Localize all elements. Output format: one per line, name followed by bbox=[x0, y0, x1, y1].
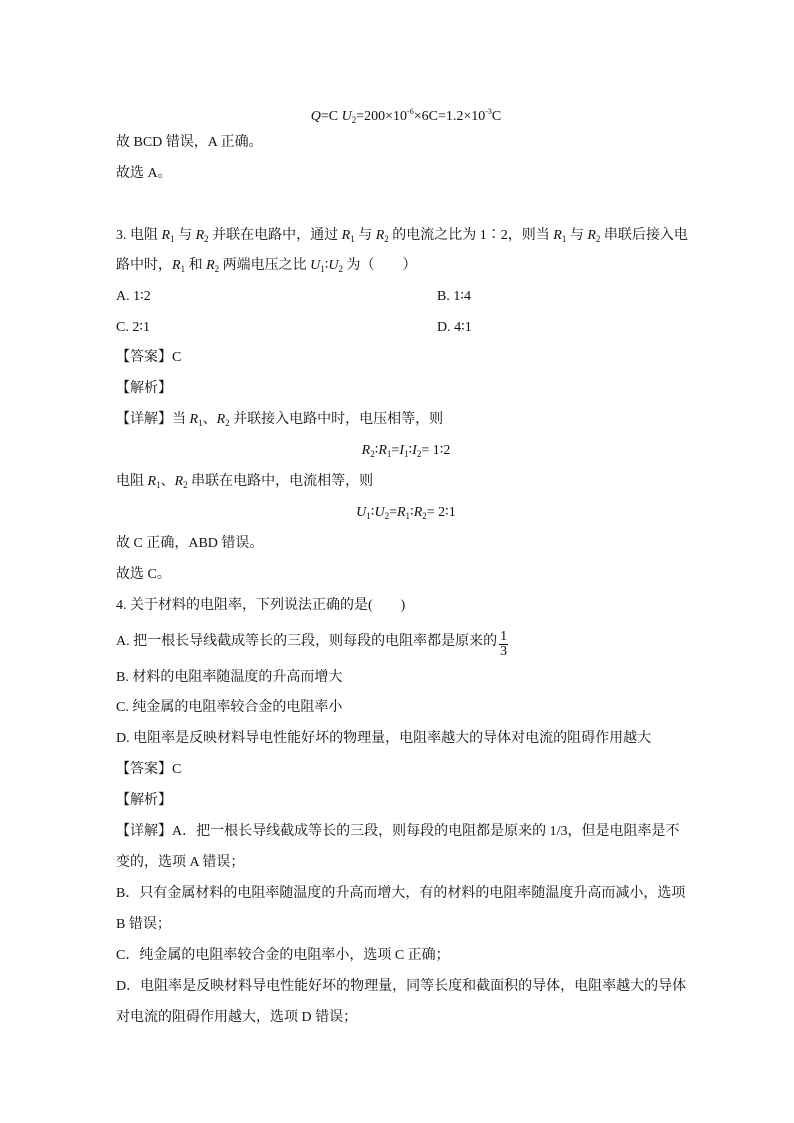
analysis-label: 【解析】 bbox=[116, 793, 172, 808]
selection-line: 故选 C。 bbox=[116, 567, 171, 582]
q4-option-c: C. 纯金属的电阻率较合金的电阻率小 bbox=[116, 700, 343, 715]
var-i: I bbox=[399, 443, 404, 458]
text: 【详解】当 bbox=[116, 412, 190, 427]
q4-option-b: B. 材料的电阻率随温度的升高而增大 bbox=[116, 670, 343, 685]
text: 的电流之比为 1∶2，则当 bbox=[388, 228, 554, 243]
option-d: D. 4∶1 bbox=[437, 320, 472, 335]
equation-series bbox=[116, 503, 696, 526]
var-r: R bbox=[172, 258, 181, 273]
subscript: 2 bbox=[204, 234, 209, 244]
equation-parallel bbox=[116, 441, 696, 464]
q4-option-d: D. 电阻率是反映材料导电性能好坏的物理量，电阻率越大的导体对电流的阻碍作用越大 bbox=[116, 731, 652, 746]
q4-detail-c: C．纯金属的电阻率较合金的电阻率小，选项 C 正确； bbox=[116, 948, 450, 963]
var-r: R bbox=[378, 443, 387, 458]
q4-detail-a-1: 【详解】A．把一根长导线截成等长的三段，则每段的电阻都是原来的 1/3，但是电阻率是不 bbox=[116, 824, 680, 839]
text: = 1∶2 bbox=[421, 443, 451, 458]
var-r: R bbox=[341, 228, 351, 243]
text: ∶ bbox=[370, 505, 375, 520]
fraction-denominator: 3 bbox=[500, 644, 508, 659]
text: 串联在电路中，电流相等，则 bbox=[187, 474, 374, 489]
subscript: 2 bbox=[214, 264, 220, 274]
subscript: 1 bbox=[386, 449, 392, 459]
text: = bbox=[389, 505, 397, 520]
detail-line-1 bbox=[116, 410, 696, 433]
var-r: R bbox=[195, 228, 205, 243]
formula-charge bbox=[116, 102, 696, 130]
fraction-numerator: 1 bbox=[500, 629, 508, 644]
subscript: 2 bbox=[595, 234, 601, 244]
subscript: 2 bbox=[416, 449, 422, 459]
text: 路中时， bbox=[116, 258, 172, 273]
subscript: 1 bbox=[561, 234, 567, 244]
var-r: R bbox=[375, 228, 385, 243]
text: =C bbox=[320, 109, 342, 124]
subscript: 2 bbox=[351, 115, 357, 125]
answer-label: 【答案】C bbox=[116, 762, 182, 777]
text: 为（ ） bbox=[343, 258, 417, 273]
text: ∶ bbox=[374, 443, 379, 458]
var-r: R bbox=[396, 505, 406, 520]
text: 、 bbox=[202, 412, 217, 427]
answer-label: 【答案】C bbox=[116, 350, 182, 365]
q4-detail-d-2: 对电流的阻碍作用越大，选项 D 错误； bbox=[116, 1010, 358, 1025]
subscript: 2 bbox=[183, 480, 188, 490]
subscript: 2 bbox=[422, 511, 427, 521]
text: ∶ bbox=[324, 258, 329, 273]
exponent: -6 bbox=[407, 107, 414, 116]
var-r: R bbox=[174, 474, 184, 489]
detail-line-2 bbox=[116, 472, 696, 495]
option-b: B. 1∶4 bbox=[437, 289, 471, 304]
var-q: Q bbox=[310, 109, 321, 124]
conclusion-line: 故 C 正确，ABD 错误。 bbox=[116, 536, 264, 551]
subscript: 2 bbox=[384, 234, 389, 244]
var-u: U bbox=[310, 258, 321, 273]
text: 两端电压之比 bbox=[219, 258, 311, 273]
question-3-stem-line-2 bbox=[116, 256, 696, 279]
text: 与 bbox=[354, 228, 376, 243]
question-3-stem-line-1 bbox=[116, 226, 696, 249]
subscript: 1 bbox=[405, 511, 411, 521]
var-r: R bbox=[189, 412, 199, 427]
subscript: 1 bbox=[403, 449, 409, 459]
var-r: R bbox=[206, 258, 215, 273]
text: 并联接入电路中时，电压相等，则 bbox=[229, 412, 444, 427]
q4-detail-b-1: B．只有金属材料的电阻率随温度的升高而增大，有的材料的电阻率随温度升高而减小，选项 bbox=[116, 886, 686, 901]
option-a: A. 1∶2 bbox=[116, 289, 151, 304]
subscript: 1 bbox=[170, 234, 175, 244]
subscript: 1 bbox=[320, 264, 325, 274]
question-4-stem: 4. 关于材料的电阻率，下列说法正确的是( ) bbox=[116, 598, 406, 613]
text: = bbox=[391, 443, 400, 458]
text: 与 bbox=[566, 228, 588, 243]
text: C bbox=[491, 109, 502, 124]
subscript: 2 bbox=[384, 511, 390, 521]
text: ∶ bbox=[408, 443, 413, 458]
text: ∶ bbox=[410, 505, 414, 520]
subscript: 2 bbox=[338, 264, 344, 274]
var-u: U bbox=[374, 505, 385, 520]
text: 与 bbox=[174, 228, 196, 243]
selection-line: 故选 A。 bbox=[116, 166, 172, 181]
subscript: 1 bbox=[198, 418, 203, 428]
subscript: 1 bbox=[350, 234, 355, 244]
conclusion-line: 故 BCD 错误，A 正确。 bbox=[116, 135, 263, 150]
var-u: U bbox=[328, 258, 339, 273]
exponent: -3 bbox=[485, 107, 492, 116]
q4-option-a bbox=[116, 630, 696, 659]
text: ×6C=1.2×10 bbox=[413, 109, 486, 124]
text: 电阻 bbox=[116, 474, 148, 489]
subscript: 1 bbox=[366, 511, 371, 521]
var-i: I bbox=[412, 443, 417, 458]
q4-detail-b-2: B 错误； bbox=[116, 917, 171, 932]
option-c: C. 2∶1 bbox=[116, 320, 150, 335]
subscript: 1 bbox=[180, 264, 186, 274]
text: 、 bbox=[160, 474, 175, 489]
var-u: U bbox=[341, 109, 352, 124]
text: =200×10 bbox=[356, 109, 408, 124]
var-u: U bbox=[356, 505, 367, 520]
text: = 2∶1 bbox=[426, 505, 456, 520]
text: 3. 电阻 bbox=[116, 228, 162, 243]
var-r: R bbox=[413, 505, 423, 520]
var-r: R bbox=[587, 228, 596, 243]
text: 和 bbox=[185, 258, 207, 273]
subscript: 2 bbox=[370, 449, 375, 459]
q4-detail-d-1: D．电阻率是反映材料导电性能好坏的物理量，同等长度和截面积的导体，电阻率越大的导体 bbox=[116, 979, 687, 994]
var-r: R bbox=[553, 228, 562, 243]
text: 串联后接入电 bbox=[600, 228, 688, 243]
q4-detail-a-2: 变的，选项 A 错误； bbox=[116, 855, 245, 870]
var-r: R bbox=[161, 228, 171, 243]
subscript: 1 bbox=[156, 480, 161, 490]
fraction-one-third bbox=[499, 630, 508, 659]
text: 并联在电路中，通过 bbox=[208, 228, 342, 243]
analysis-label: 【解析】 bbox=[116, 381, 172, 396]
var-r: R bbox=[361, 443, 371, 458]
var-r: R bbox=[147, 474, 157, 489]
var-r: R bbox=[216, 412, 226, 427]
text: A. 把一根长导线截成等长的三段，则每段的电阻率都是原来的 bbox=[116, 634, 498, 649]
subscript: 2 bbox=[225, 418, 230, 428]
